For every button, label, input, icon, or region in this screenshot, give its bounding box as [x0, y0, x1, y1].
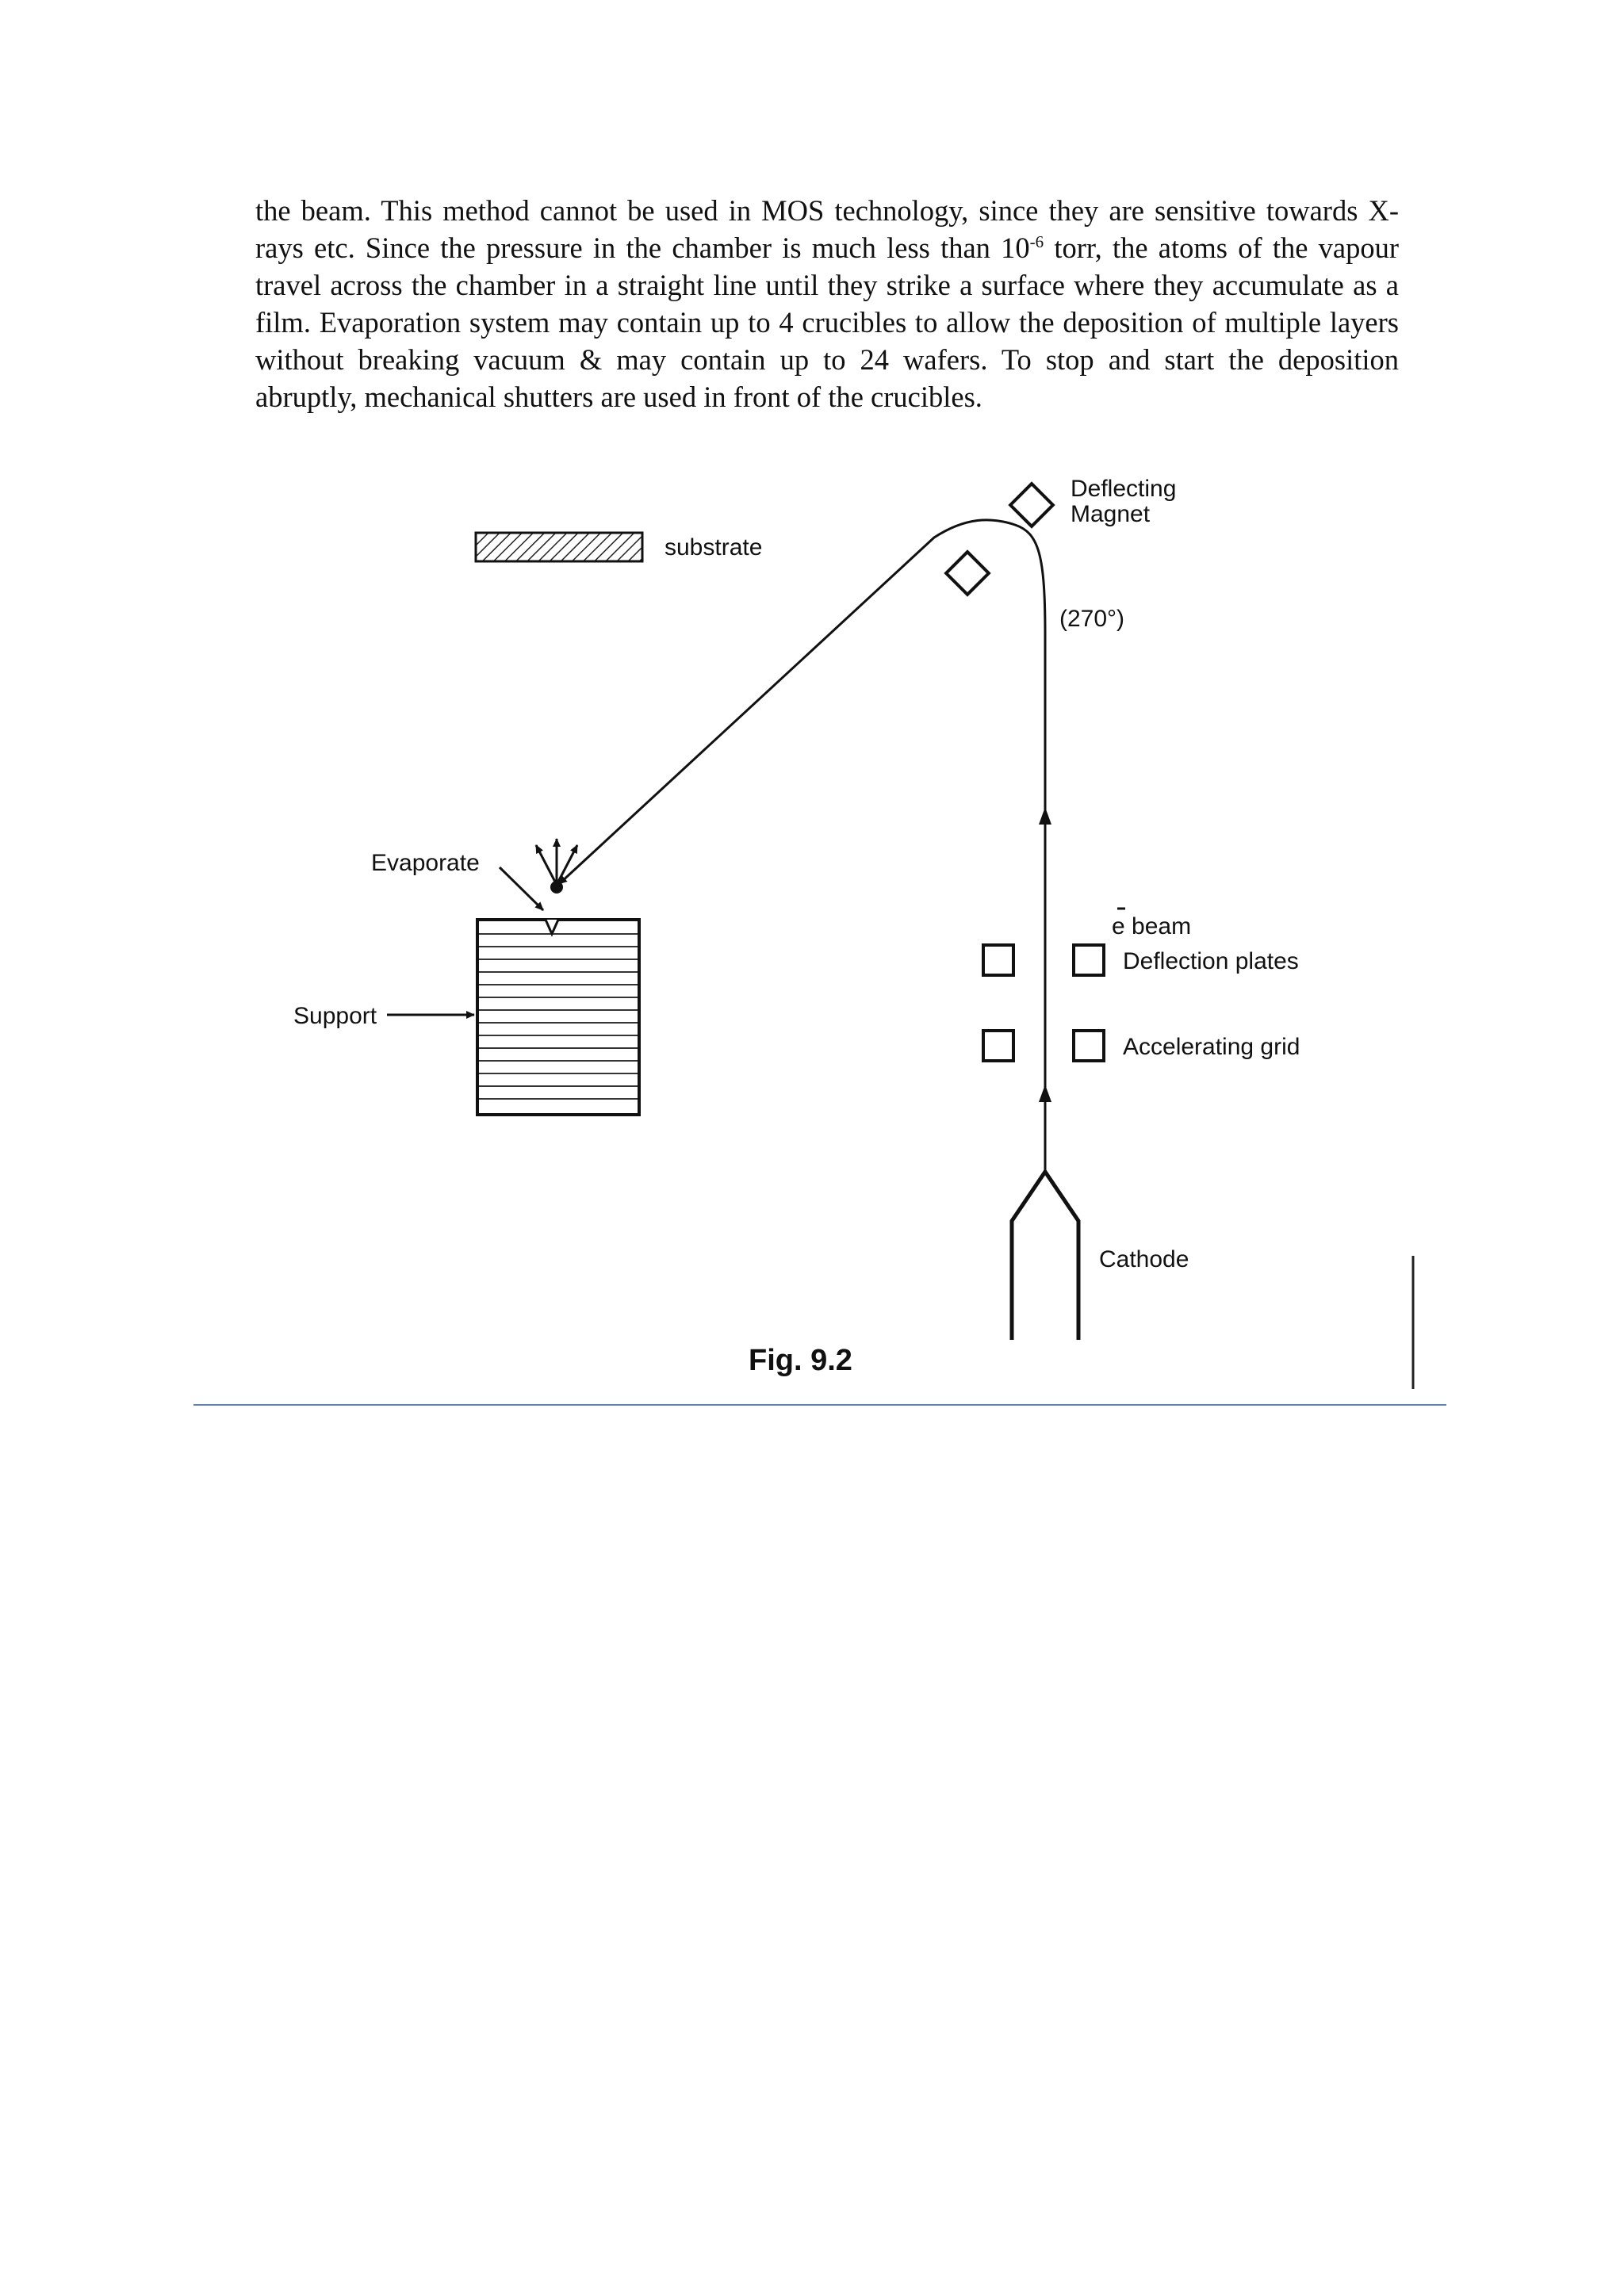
figure-caption: Fig. 9.2 [749, 1344, 852, 1377]
deflection-plate-left [983, 945, 1013, 975]
e-beam-label: e beam [1112, 913, 1192, 939]
angle-label: (270°) [1059, 606, 1125, 632]
beam-arrow-lower [1039, 1085, 1051, 1102]
exponent: -6 [1029, 232, 1044, 251]
paragraph-text-2: torr, the atoms of the vapour travel across the chamber in a straight line until they strike a surface where they accumulate as a film. Evaporation system may contain up to 4 crucibles to allow the deposition of multiple layers without breaking vacuum & may contain up to 24 wafers. To stop and start the deposition abruptly, mechanical shutters are used in front of the crucibles. [255, 232, 1400, 413]
cathode-label: Cathode [1099, 1246, 1189, 1272]
page-divider [193, 1404, 1446, 1406]
deflection-plates-label: Deflection plates [1123, 948, 1299, 974]
beam-arrow-upper [1039, 807, 1051, 825]
support-label: Support [293, 1003, 377, 1029]
deflecting-magnet-upper [1010, 484, 1053, 526]
accelerating-grid-label: Accelerating grid [1123, 1034, 1300, 1060]
deflection-plate-right [1074, 945, 1104, 975]
cathode-filament [1012, 1172, 1078, 1340]
paragraph-text-1: the beam. This method cannot be used in MOS technology, since they are sensitive towards X-rays etc. Since the pressure in the chamber is much less than 10 [255, 194, 1399, 264]
accelerating-grid-right [1074, 1031, 1104, 1061]
accelerating-grid-left [983, 1031, 1013, 1061]
substrate-label: substrate [665, 534, 763, 561]
substrate [476, 533, 642, 561]
deflecting-magnet-label-line2: Magnet [1071, 501, 1151, 527]
evaporate-label: Evaporate [371, 850, 480, 876]
deflecting-magnet-label-line1: Deflecting [1071, 476, 1177, 502]
deflecting-magnet-lower [946, 552, 989, 595]
